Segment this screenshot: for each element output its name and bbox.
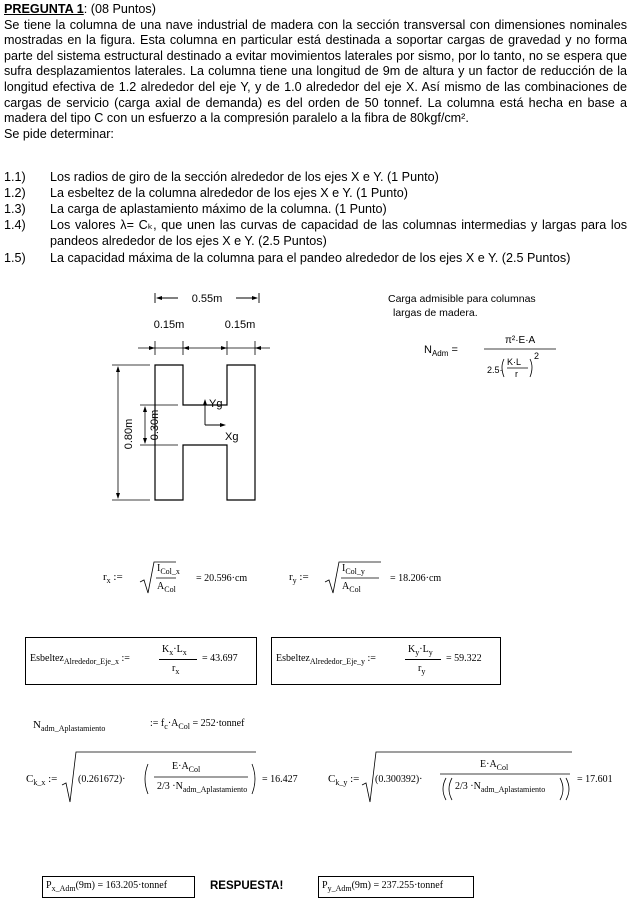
dim-flange-right: 0.15m bbox=[224, 319, 256, 331]
svg-text:r: r bbox=[515, 369, 518, 379]
svg-text:2.5·: 2.5· bbox=[487, 365, 503, 375]
result-slenderness-y: Esbeltez$_{Alrededor\_Eje\_y}$ := $K_y\cdot L_y$ $r_y$ = 59.322 bbox=[271, 637, 501, 685]
answer-label: RESPUESTA! bbox=[210, 880, 284, 892]
formula-nadm bbox=[424, 335, 556, 379]
answer-py: $P_{y\_Adm}(9m)$ = 237.255·tonnef bbox=[318, 876, 474, 898]
cross-section-figure bbox=[0, 285, 631, 525]
question-points: : (08 Puntos) bbox=[83, 2, 156, 16]
svg-text:π²·E·A: π²·E·A bbox=[505, 335, 536, 346]
svg-text:2: 2 bbox=[534, 351, 540, 361]
svg-text:K·L: K·L bbox=[507, 357, 522, 367]
svg-text:NAdm =: $N_{Adm}$ = bbox=[424, 344, 458, 358]
dim-web-height: 0.30m bbox=[149, 409, 161, 441]
note-line-2: largas de madera. bbox=[393, 307, 478, 319]
statement-text: Se tiene la columna de una nave industrial de madera con la sección transversal con dimensiones nominales mostradas en la figura. Esta columna en particular está destinada a soportar cargas de gravedad y no forma parte del sistema estructural destinado a evitar movimientos laterales por sismo, por lo tanto, no se espera que sufra desplazamientos laterales. La columna tiene una longitud de 9m de altura y un factor de reducción de la longitud efectiva de 1.2 alrededor del eje Y, y de 1.0 alrededor del eje X. Así mismo de las combinaciones de cargas de servicio (carga axial de demanda) es del orden de 50 tonnef. La columna está hecha en base a madera del tipo C con un esfuerzo a la compresión paralelo a la fibra de 80kgf/cm². bbox=[4, 17, 627, 126]
axis-x-label: Xg bbox=[225, 431, 239, 443]
dim-flange-left: 0.15m bbox=[153, 319, 185, 331]
dim-total-width: 0.55m bbox=[191, 293, 223, 305]
question-title: PREGUNTA 1 bbox=[4, 2, 84, 16]
list-item: 1.4) Los valores λ= Cₖ, que unen las curvas de capacidad de las columnas intermedias y largas para los pandeos alrededor de los ejes X e Y. (2.5 Puntos) bbox=[4, 218, 627, 248]
dim-total-height: 0.80m bbox=[123, 418, 135, 450]
list-item: 1.5) La capacidad máxima de la columna para el pandeo alrededor de los ejes X e Y. (2.5 Puntos) bbox=[4, 251, 571, 265]
ask-text: Se pide determinar: bbox=[4, 126, 114, 141]
result-slenderness-x: Esbeltez$_{Alrededor\_Eje\_x}$ := $K_x\cdot L_x$ $r_x$ = 43.697 bbox=[25, 637, 257, 685]
axis-y-label: Yg bbox=[209, 398, 223, 410]
problem-statement bbox=[4, 2, 627, 142]
note-line-1: Carga admisible para columnas bbox=[388, 293, 536, 305]
answer-px: $P_{x\_Adm}(9m)$ = 163.205·tonnef bbox=[42, 876, 195, 898]
